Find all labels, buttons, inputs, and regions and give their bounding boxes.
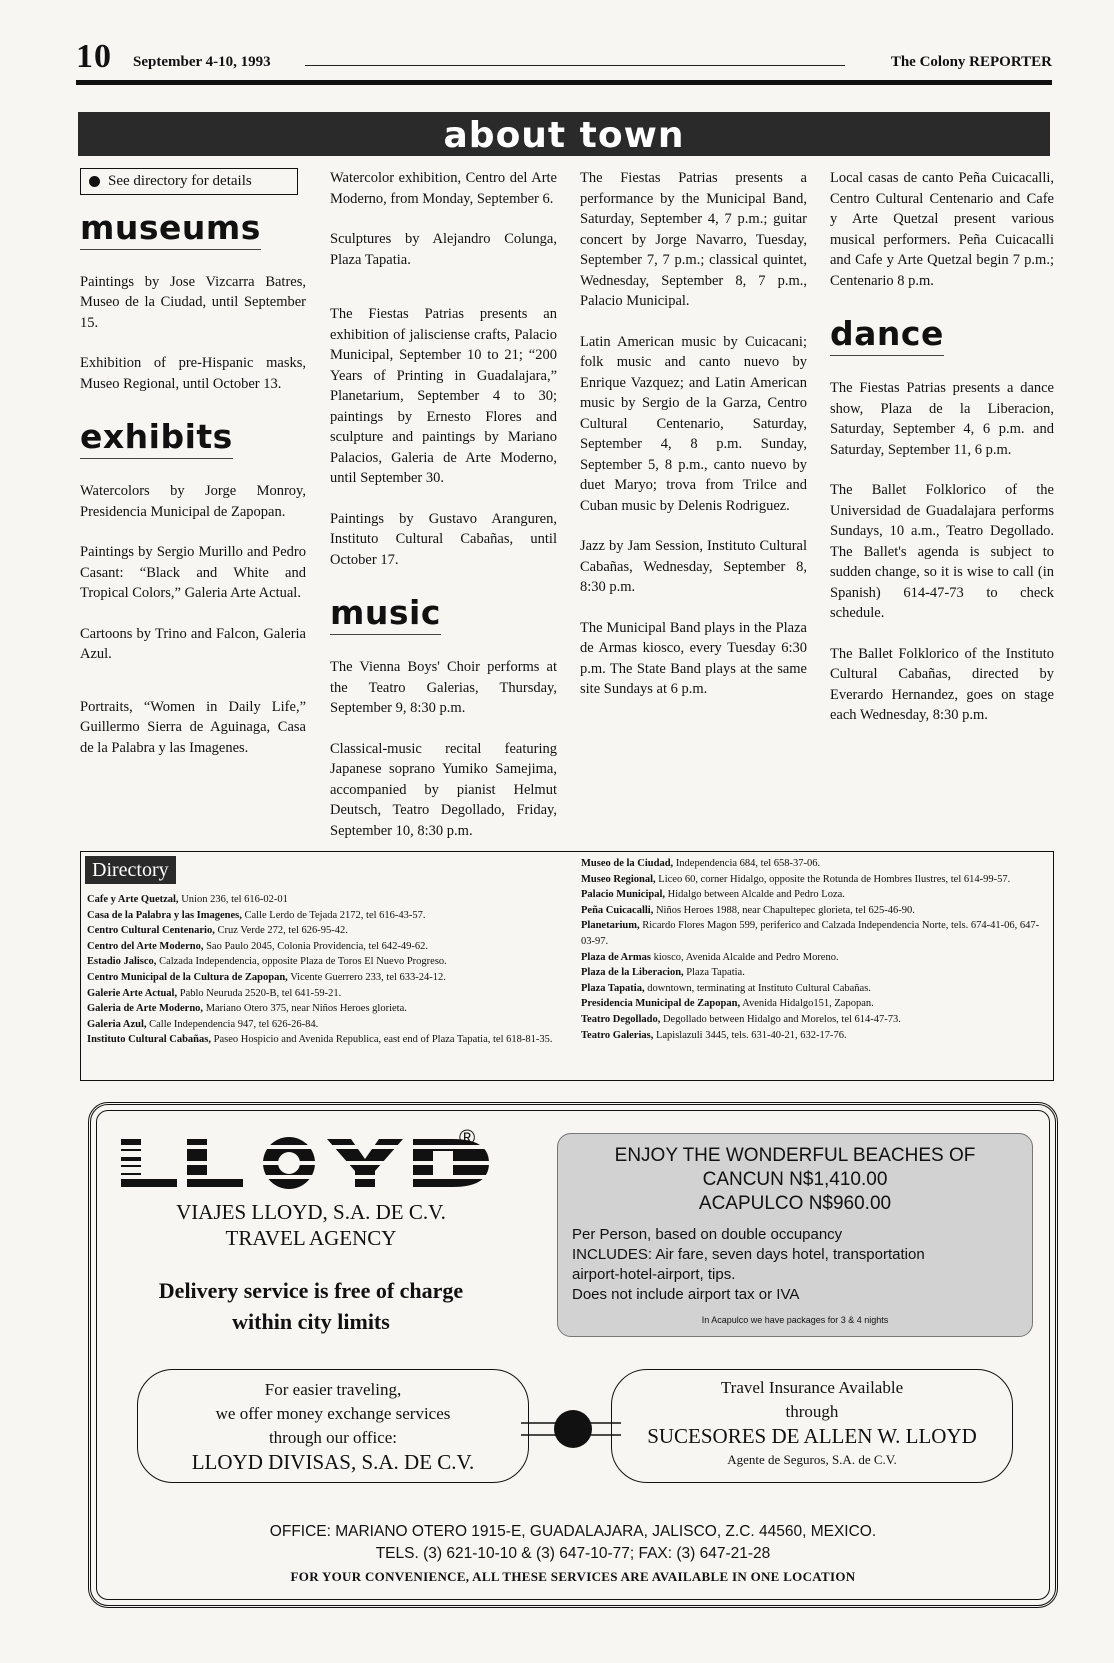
lloyd-logo — [121, 1133, 501, 1193]
directory-entry-info: downtown, terminating at Instituto Cultural Cabañas. — [647, 982, 871, 994]
directory-entry-info: Cruz Verde 272, tel 626-95-42. — [217, 925, 348, 937]
insurance-company: SUCESORES DE ALLEN W. LLOYD — [647, 1424, 977, 1448]
office-address-block — [91, 1521, 1055, 1565]
insurance-line: Travel Insurance Available — [720, 1378, 904, 1397]
directory-entry — [87, 970, 559, 986]
header-rule — [305, 65, 845, 66]
directory-entry — [581, 965, 1047, 981]
directory-entry — [581, 996, 1047, 1012]
agency-block — [121, 1199, 501, 1251]
listing-item: Watercolor exhibition, Centro del Arte Moderno, from Monday, September 6. — [330, 170, 557, 207]
directory-entry-info: Liceo 60, corner Hidalgo, opposite the Rotunda de Hombres Ilustres, tel 614-99-57. — [658, 873, 1011, 885]
directory-entry-name: Planetarium, — [581, 920, 640, 932]
exchange-line: For easier traveling, — [264, 1380, 402, 1399]
convenience-note: FOR YOUR CONVENIENCE, ALL THESE SERVICES ARE AVAILABLE IN ONE LOCATION — [290, 1569, 856, 1584]
header-thick-rule — [76, 80, 1052, 85]
directory-entry-info: Paseo Hospicio and Avenida Republica, east end of Plaza Tapatia, tel 618-81-35. — [213, 1034, 553, 1046]
listing-item: The Ballet Folklorico of the Instituto Cultural Cabañas, directed by Everardo Hernandez, goes on stage each Wednesday, 8:30 p.m. — [830, 645, 1054, 723]
lloyd-advertisement — [88, 1102, 1058, 1608]
registered-mark: ® — [459, 1125, 476, 1150]
office-address: OFFICE: MARIANO OTERO 1915-E, GUADALAJARA, JALISCO, Z.C. 44560, MEXICO. — [269, 1523, 877, 1540]
directory-entry-info: Union 236, tel 616-02-01 — [181, 894, 288, 905]
directory-entry — [581, 918, 1047, 949]
exchange-line: we offer money exchange services — [215, 1404, 451, 1423]
office-phones: TELS. (3) 621-10-10 & (3) 647-10-77; FAX: (3) 647-21-28 — [375, 1545, 771, 1562]
listing-item: Watercolors by Jorge Monroy, Presidencia Municipal de Zapopan. — [80, 483, 306, 520]
listing-item: Exhibition of pre-Hispanic masks, Museo Regional, until October 13. — [80, 355, 306, 392]
directory-entry — [87, 1001, 559, 1017]
insurance-subtitle: Agente de Seguros, S.A. de C.V. — [727, 1452, 897, 1467]
listing-item: The Fiestas Patrias presents a performance by the Municipal Band, Saturday, September 4, 7 p.m.; guitar concert by Jorge Navarro, Tuesday, September 7, 7 p.m.; classical quintet, Wednesday, September 8, 7 p.m., Palacio Municipal. — [580, 170, 807, 309]
directory-entry-info: Calzada Independencia, opposite Plaza de Toros El Nuevo Progreso. — [159, 956, 447, 968]
newspaper-name: The Colony REPORTER — [890, 54, 1052, 70]
directory-entry — [87, 954, 559, 970]
see-directory-box — [80, 168, 298, 195]
directory-entry-name: Presidencia Municipal de Zapopan, — [581, 998, 741, 1010]
listing-item: Paintings by Gustavo Aranguren, Instituto Cultural Cabañas, until October 17. — [330, 510, 557, 568]
directory-left-list — [87, 892, 559, 1048]
dance-heading: dance — [830, 315, 944, 356]
listing-item: Portraits, “Women in Daily Life,” Guillermo Sierra de Aguinaga, Casa de la Palabra y las Imagenes. — [80, 698, 306, 756]
column-3 — [580, 168, 807, 720]
agency-type: TRAVEL AGENCY — [225, 1226, 397, 1250]
directory-entry-info: Pablo Neuruda 2520-B, tel 641-59-21. — [179, 987, 342, 999]
directory-entry-name: Palacio Municipal, — [581, 889, 665, 901]
directory-entry-name: Galeria de Arte Moderno, — [87, 1003, 204, 1015]
directory-entry-name: Centro Cultural Centenario, — [87, 925, 215, 937]
directory-entry-info: Calle Independencia 947, tel 626-26-84. — [149, 1018, 319, 1030]
listing-item: Latin American music by Cuicacani; folk music and canto nuevo by Enrique Vazquez; and Latin American music by Sergio de la Garza, Centro Cultural Centenario, Saturday, September 4, 8 p.m. Sunday, September 5, 8 p.m., canto nuevo by duet Maryo; trova from Trilce and Cuban music by Delenis Rodriguez. — [580, 333, 807, 514]
directory-entry-name: Plaza de Armas — [581, 951, 651, 963]
directory-entry-name: Galeria Azul, — [87, 1018, 147, 1030]
directory-entry — [581, 981, 1047, 997]
directory-entry-info: Mariano Otero 375, near Niños Heroes glorieta. — [205, 1003, 407, 1015]
column-1 — [80, 168, 306, 778]
promo-line: airport-hotel-airport, tips. — [572, 1266, 736, 1283]
agency-name: VIAJES LLOYD, S.A. DE C.V. — [176, 1200, 446, 1224]
directory-entry-info: Hidalgo between Alcalde and Pedro Loza. — [667, 889, 845, 901]
music-heading: music — [330, 594, 441, 635]
directory-entry-name: Estadio Jalisco, — [87, 956, 157, 968]
directory-entry-name: Instituto Cultural Cabañas, — [87, 1034, 211, 1046]
listing-item: The Fiestas Patrias presents an exhibition of jalisciense crafts, Palacio Municipal, September 10 to 21; “200 Years of Printing in Guadalajara,” Planetarium, September 4 to 30; paintings by Ernesto Flores and sculpture and paintings by Mariano Palacios, Galeria de Arte Moderno, until September 30. — [330, 306, 557, 486]
section-banner: about town — [78, 112, 1050, 156]
listing-item: The Fiestas Patrias presents a dance show, Plaza de la Liberacion, Saturday, September 4, 6 p.m. and Saturday, September 11, 6 p.m. — [830, 380, 1054, 458]
directory-entry-info: Sao Paulo 2045, Colonia Providencia, tel 642-49-62. — [206, 940, 429, 952]
directory-entry — [581, 856, 1047, 872]
directory-entry — [581, 950, 1047, 966]
directory-entry-name: Peña Cuicacalli, — [581, 904, 654, 916]
directory-entry-name: Cafe y Arte Quetzal, — [87, 894, 179, 905]
directory-entry-name: Centro del Arte Moderno, — [87, 940, 204, 952]
directory-entry-name: Museo Regional, — [581, 873, 656, 885]
listing-item: The Ballet Folklorico of the Universidad de Guadalajara performs Sundays, 10 a.m., Teatro Degollado. The Ballet's agenda is subject to sudden change, so it is wise to call (in Spanish) 614-47-73 to check schedule. — [830, 482, 1054, 621]
listing-item: The Vienna Boys' Choir performs at the Teatro Galerias, Thursday, September 9, 8:30 p.m. — [330, 659, 557, 716]
directory-entry-name: Museo de la Ciudad, — [581, 858, 674, 869]
directory-entry — [87, 908, 559, 924]
listing-item: Local casas de canto Peña Cuicacalli, Centro Cultural Centenario and Cafe y Arte Quetzal present various musical performers. Peña Cuicacalli and Cafe y Arte Quetzal begin 7 p.m.; Centenario 8 p.m. — [830, 170, 1054, 289]
promo-cancun-price: CANCUN N$1,410.00 — [702, 1169, 888, 1190]
directory-entry-info: Plaza Tapatia. — [686, 967, 745, 979]
directory-entry — [581, 887, 1047, 903]
money-exchange-oval — [137, 1369, 529, 1483]
museums-heading: museums — [80, 209, 261, 250]
promo-line: Does not include airport tax or IVA — [572, 1286, 800, 1303]
directory-entry-name: Teatro Degollado, — [581, 1013, 661, 1025]
directory-entry-info: kiosco, Avenida Alcalde and Pedro Moreno. — [653, 951, 839, 963]
connector-dot-icon — [521, 1409, 621, 1449]
directory-entry — [87, 923, 559, 939]
delivery-line-2: within city limits — [232, 1309, 390, 1334]
directory-entry-info: Vicente Guerrero 233, tel 633-24-12. — [290, 971, 446, 983]
directory-entry-info: Calle Lerdo de Tejada 2172, tel 616-43-57. — [244, 909, 426, 921]
directory-entry-name: Galerie Arte Actual, — [87, 987, 178, 999]
directory-entry-name: Teatro Galerias, — [581, 1029, 654, 1041]
exhibits-heading: exhibits — [80, 418, 233, 459]
see-directory-text: See directory for details — [108, 173, 252, 189]
directory-right-list — [581, 856, 1047, 1043]
promo-acapulco-price: ACAPULCO N$960.00 — [698, 1193, 892, 1214]
beach-promo-box — [557, 1133, 1033, 1337]
listing-item: Jazz by Jam Session, Instituto Cultural Cabañas, Wednesday, September 8, 8:30 p.m. — [580, 538, 807, 595]
directory-entry — [87, 1032, 559, 1048]
directory-entry-name: Plaza de la Liberacion, — [581, 967, 684, 979]
column-4 — [830, 168, 1054, 746]
directory-entry — [581, 1012, 1047, 1028]
listing-item: Paintings by Jose Vizcarra Batres, Museo de la Ciudad, until September 15. — [80, 273, 306, 331]
directory-entry-info: Ricardo Flores Magon 599, periferico and Calzada Independencia Norte, tels. 674-41-06, 647-03-97. — [581, 920, 1040, 947]
exchange-office-name: LLOYD DIVISAS, S.A. DE C.V. — [191, 1450, 475, 1474]
directory-entry-name: Centro Municipal de la Cultura de Zapopan, — [87, 971, 288, 983]
directory-entry — [87, 939, 559, 955]
directory-entry — [581, 903, 1047, 919]
directory-entry — [87, 1017, 559, 1033]
directory-entry-info: Lapislazuli 3445, tels. 631-40-21, 632-17-76. — [655, 1029, 847, 1041]
listing-item: Paintings by Sergio Murillo and Pedro Casant: “Black and White and Tropical Colors,” Galeria Arte Actual. — [80, 544, 306, 601]
directory-entry — [87, 892, 559, 908]
delivery-block — [121, 1275, 501, 1337]
directory-entry — [87, 986, 559, 1002]
listing-item: The Municipal Band plays in the Plaza de Armas kiosco, every Tuesday 6:30 p.m. The State Band plays at the same site Sundays at 6 p.m. — [580, 619, 807, 697]
directory-entry — [581, 872, 1047, 888]
promo-line: INCLUDES: Air fare, seven days hotel, transportation — [572, 1246, 925, 1263]
promo-note: In Acapulco we have packages for 3 & 4 nights — [701, 1315, 889, 1325]
travel-insurance-oval — [611, 1369, 1013, 1483]
directory-entry — [581, 1028, 1047, 1044]
delivery-line-1: Delivery service is free of charge — [158, 1278, 464, 1303]
directory-entry-name: Plaza Tapatia, — [581, 982, 645, 994]
directory-entry-info: Degollado between Hidalgo and Morelos, tel 614-47-73. — [662, 1013, 901, 1025]
directory-entry-name: Casa de la Palabra y las Imagenes, — [87, 909, 242, 921]
listing-item: Classical-music recital featuring Japanese soprano Yumiko Samejima, accompanied by pianist Helmut Deutsch, Teatro Degollado, Friday, September 10, 8:30 p.m. — [330, 740, 557, 839]
insurance-line: through — [785, 1402, 839, 1421]
issue-date: September 4-10, 1993 — [133, 54, 271, 70]
page-number: 10 — [76, 38, 112, 75]
directory-entry-info: Avenida Hidalgo151, Zapopan. — [742, 998, 874, 1010]
listing-item: Cartoons by Trino and Falcon, Galeria Azul. — [80, 625, 306, 662]
directory-box — [80, 851, 1054, 1081]
directory-entry-info: Niños Heroes 1988, near Chapultepec glorieta, tel 625-46-90. — [655, 904, 915, 916]
column-2 — [330, 168, 557, 861]
directory-title: Directory — [85, 856, 176, 884]
exchange-line: through our office: — [268, 1428, 398, 1447]
promo-title: ENJOY THE WONDERFUL BEACHES OF — [614, 1145, 976, 1166]
bullet-icon — [89, 176, 100, 187]
promo-line: Per Person, based on double occupancy — [572, 1226, 843, 1243]
directory-entry-info: Independencia 684, tel 658-37-06. — [675, 858, 821, 869]
listing-item: Sculptures by Alejandro Colunga, Plaza Tapatia. — [330, 231, 557, 268]
